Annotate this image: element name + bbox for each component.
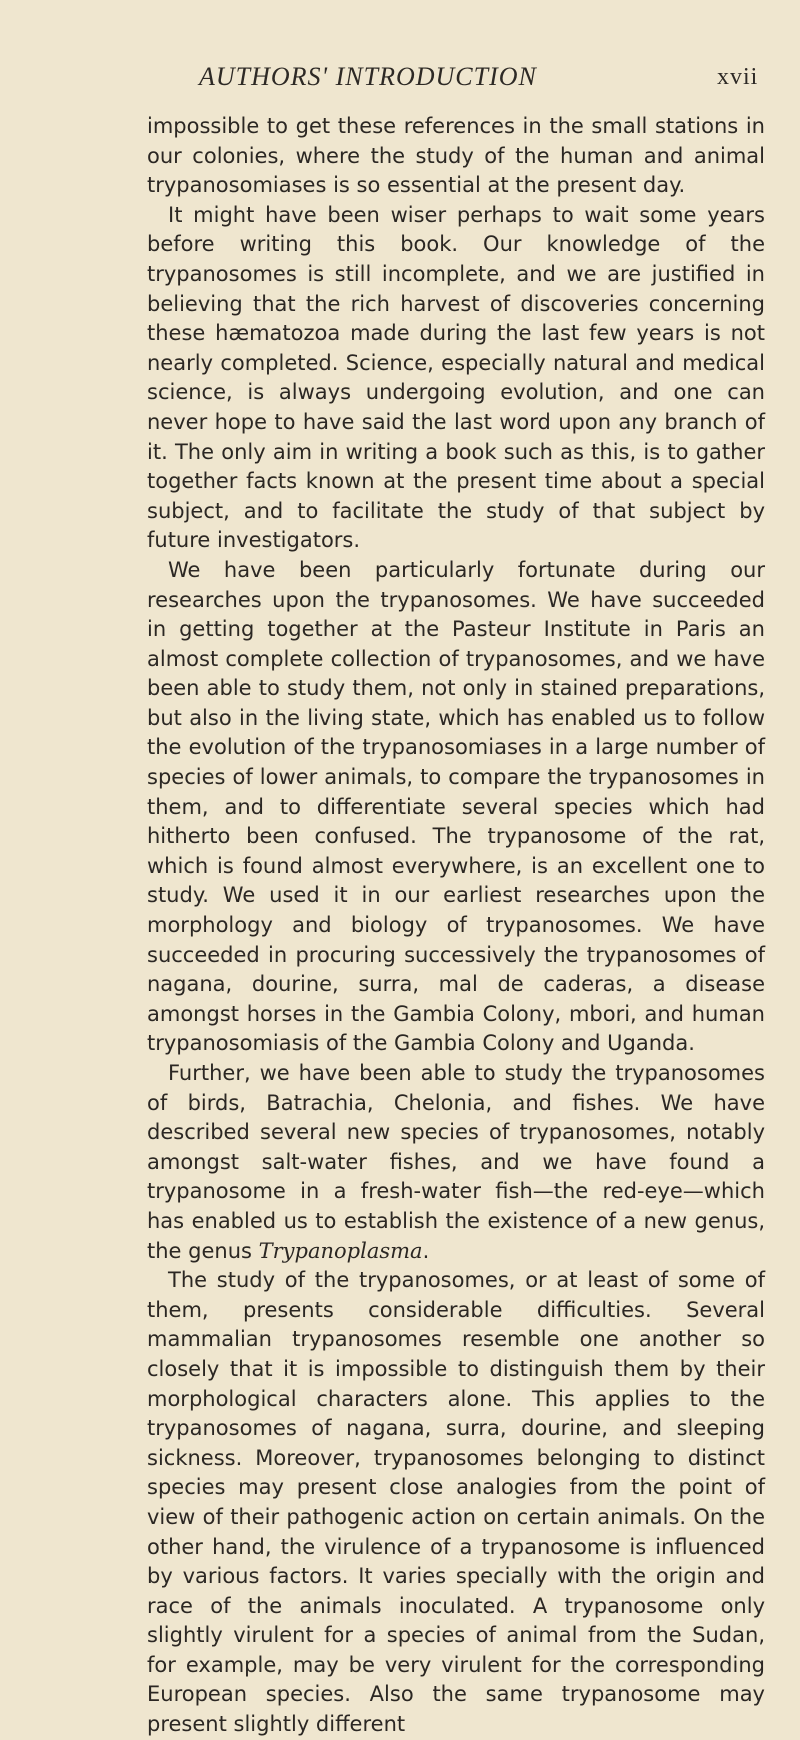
page-number: xvii	[717, 64, 759, 90]
paragraph-5: The study of the trypanosomes, or at least of some of them, presents considerable difficulties. Several mammalian trypanosomes resemble one another so closely that it is impossible to distinguish them by their morphological characters alone. This applies to the trypanosomes of nagana, surra, dourine, and sleeping sickness. Moreover, trypanosomes belonging to distinct species may present close analogies from the point of view of their pathogenic action on certain animals. On the other hand, the virulence of a trypanosome is influenced by various factors. It varies specially with the origin and race of the animals inoculated. A trypanosome only slightly virulent for a species of animal from the Sudan, for example, may be very virulent for the corresponding European species. Also the same trypanosome may present slightly different	[147, 1268, 765, 1737]
paragraph-4-end: .	[422, 1238, 430, 1263]
running-title: AUTHORS' INTRODUCTION	[199, 62, 537, 91]
paragraph-4	[147, 1059, 765, 1266]
running-head	[0, 62, 800, 92]
genus-name: Trypanoplasma	[258, 1238, 423, 1263]
paragraph-4-text: Further, we have been able to study the trypanosomes of birds, Batrachia, Chelonia, and fishes. We have described several new species of trypanosomes, notably amongst salt-water fishes, and we have found a trypanosome in a fresh-water fish—the red-eye—which has enabled us to establish the existence of a new genus, the genus	[147, 1061, 765, 1263]
paragraph-2: It might have been wiser perhaps to wait some years before writing this book. Our knowledge of the trypanosomes is still incomplete, and we are justified in believing that the rich harvest of discoveries concerning these hæmatozoa made during the last few years is not nearly completed. Science, especially natural and medical science, is always undergoing evolution, and one can never hope to have said the last word upon any branch of it. The only aim in writing a book such as this, is to gather together facts known at the present time about a special subject, and to facilitate the study of that subject by future investigators.	[147, 202, 765, 553]
paragraph-1: impossible to get these references in the small stations in our colonies, where the study of the human and animal trypanosomiases is so essential at the present day.	[147, 114, 765, 198]
paragraph-3: We have been particularly fortunate during our researches upon the trypanosomes. We have succeeded in getting together at the Pasteur Institute in Paris an almost complete collection of trypanosomes, and we have been able to study them, not only in stained preparations, but also in the living state, which has enabled us to follow the evolution of the trypanosomiases in a large number of species of lower animals, to compare the trypanosomes in them, and to differentiate several species which had hitherto been confused. The trypanosome of the rat, which is found almost everywhere, is an excellent one to study. We used it in our earliest researches upon the morphology and biology of trypanosomes. We have succeeded in procuring successively the trypanosomes of nagana, dourine, surra, mal de caderas, a disease amongst horses in the Gambia Colony, mbori, and human trypanosomiasis of the Gambia Colony and Uganda.	[147, 557, 765, 1056]
body-text	[147, 112, 765, 1740]
